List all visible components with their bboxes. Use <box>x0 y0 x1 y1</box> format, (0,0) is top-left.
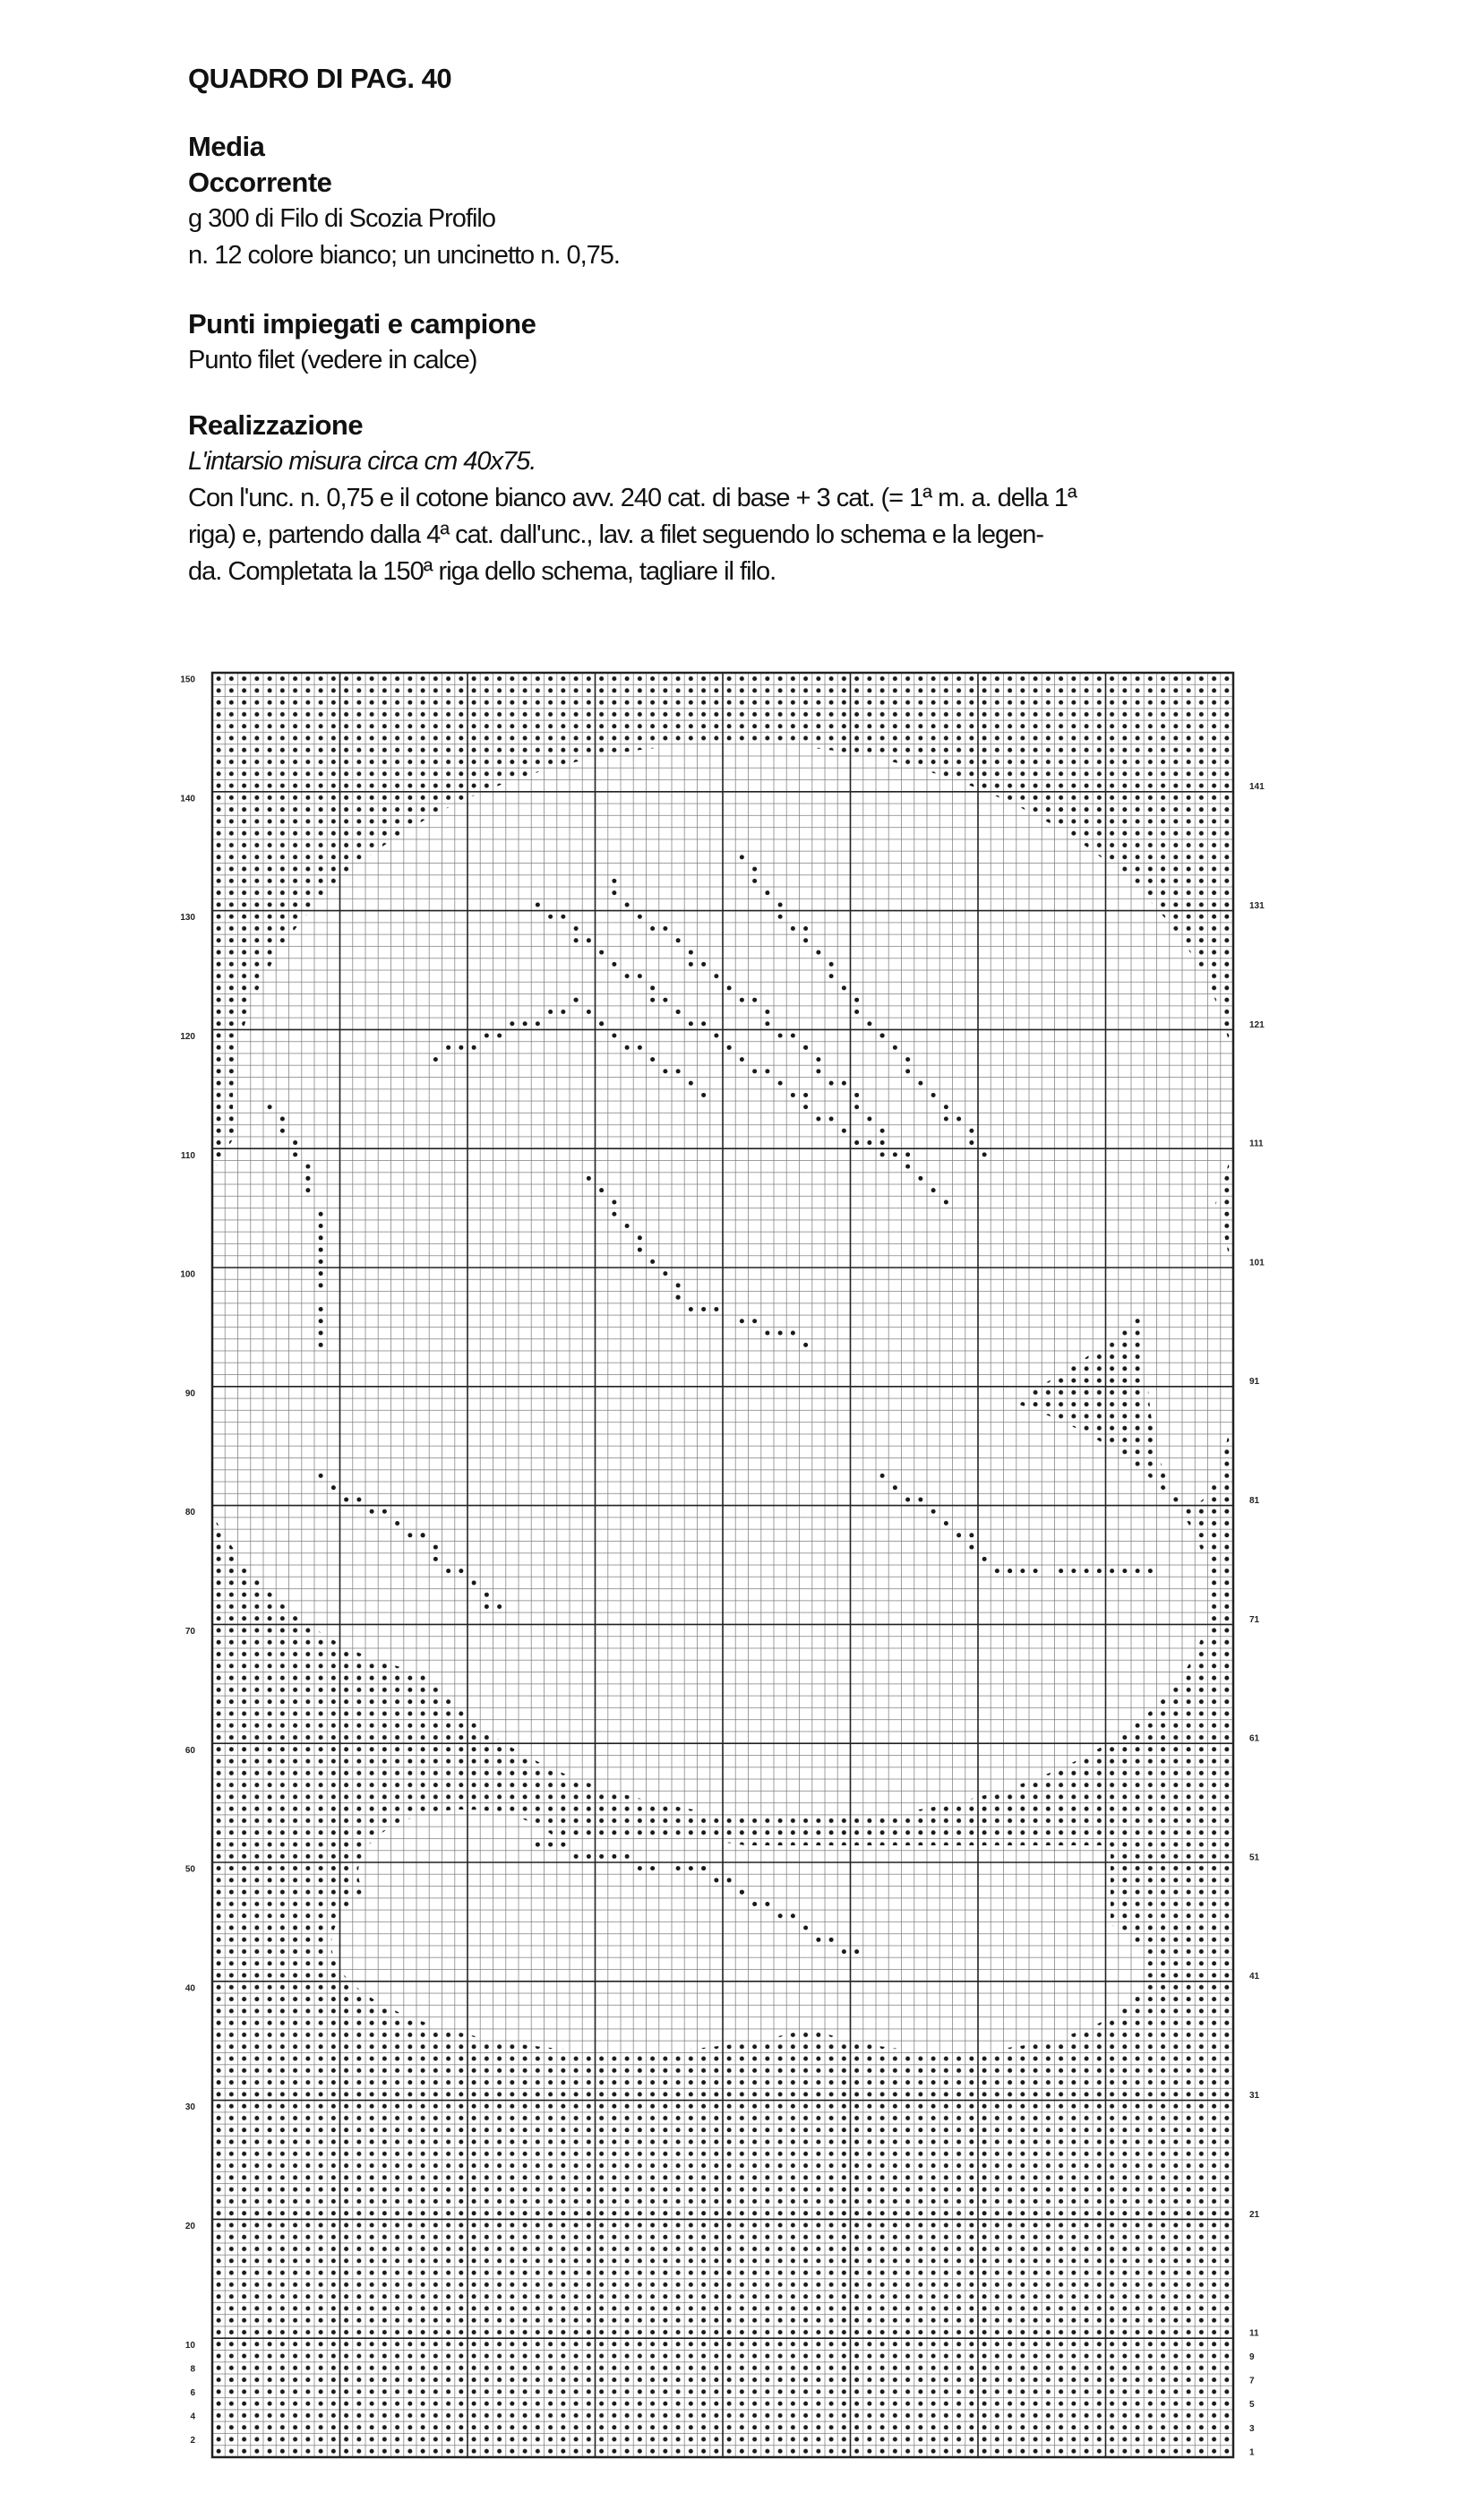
left-row-label: 130 <box>180 913 195 924</box>
left-row-label: 100 <box>180 1269 195 1280</box>
right-row-label: 9 <box>1249 2352 1255 2363</box>
materials-heading: Occorrente <box>188 167 332 198</box>
realization-line: riga) e, partendo dalla 4ª cat. dall'unc., lav. a filet seguendo lo schema e la legen- <box>188 520 1044 549</box>
left-row-label: 6 <box>190 2387 195 2398</box>
right-row-label: 111 <box>1249 1139 1264 1149</box>
right-row-label: 5 <box>1249 2400 1255 2411</box>
right-row-label: 3 <box>1249 2423 1255 2434</box>
right-row-label: 81 <box>1249 1495 1260 1506</box>
left-row-label: 140 <box>180 794 195 804</box>
left-row-labels <box>180 675 195 2446</box>
right-row-label: 41 <box>1249 1972 1260 1982</box>
left-row-label: 10 <box>184 2340 195 2351</box>
realization-line: Con l'unc. n. 0,75 e il cotone bianco avv. 240 cat. di base + 3 cat. (= 1ª m. a. della 1ª <box>188 484 1077 512</box>
right-row-label: 21 <box>1249 2209 1260 2220</box>
size-note: L'intarsio misura circa cm 40x75. <box>188 447 536 476</box>
left-row-label: 150 <box>180 675 195 685</box>
pattern-title: QUADRO DI PAG. 40 <box>188 63 452 94</box>
right-row-label: 11 <box>1249 2328 1259 2339</box>
right-row-label: 7 <box>1249 2376 1255 2386</box>
right-row-label: 91 <box>1249 1377 1260 1388</box>
level-label: Media <box>188 131 265 162</box>
left-row-label: 120 <box>180 1032 195 1043</box>
right-row-labels <box>1249 782 1265 2457</box>
right-row-label: 141 <box>1249 782 1265 793</box>
left-row-label: 80 <box>184 1508 195 1518</box>
right-row-label: 61 <box>1249 1733 1260 1744</box>
left-row-label: 90 <box>184 1388 195 1399</box>
materials-line: n. 12 colore bianco; un uncinetto n. 0,75. <box>188 241 620 270</box>
right-row-label: 121 <box>1249 1019 1265 1030</box>
left-row-label: 50 <box>184 1864 195 1875</box>
left-row-label: 30 <box>184 2102 195 2113</box>
left-row-label: 8 <box>190 2364 195 2375</box>
materials-line: g 300 di Filo di Scozia Profilo <box>188 204 495 233</box>
right-row-label: 131 <box>1249 900 1265 911</box>
stitches-line: Punto filet (vedere in calce) <box>188 346 477 374</box>
right-row-label: 71 <box>1249 1614 1260 1625</box>
right-row-label: 101 <box>1249 1258 1265 1268</box>
realization-heading: Realizzazione <box>188 409 364 441</box>
left-row-label: 20 <box>184 2222 195 2232</box>
right-row-label: 51 <box>1249 1853 1260 1863</box>
realization-line: da. Completata la 150ª riga dello schema, tagliare il filo. <box>188 557 776 586</box>
left-row-label: 70 <box>184 1627 195 1638</box>
right-row-label: 31 <box>1249 2090 1260 2101</box>
left-row-label: 2 <box>190 2436 195 2446</box>
right-row-label: 1 <box>1249 2447 1255 2458</box>
left-row-label: 110 <box>180 1150 195 1161</box>
stitches-heading: Punti impiegati e campione <box>188 308 536 340</box>
left-row-label: 60 <box>184 1745 195 1756</box>
left-row-label: 40 <box>184 1983 195 1994</box>
left-row-label: 4 <box>190 2412 195 2422</box>
